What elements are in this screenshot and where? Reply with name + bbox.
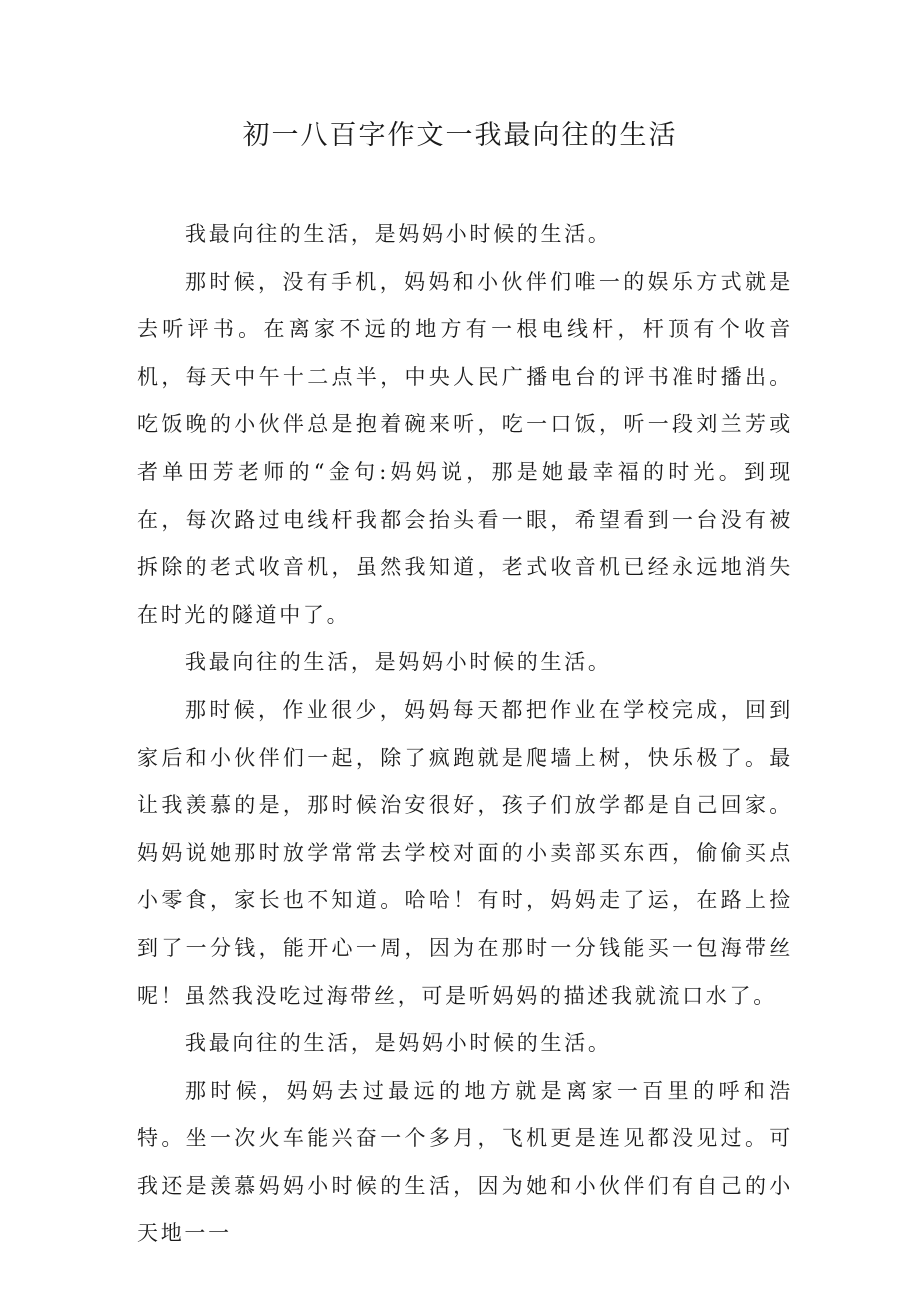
- paragraph-6: 那时候，妈妈去过最远的地方就是离家一百里的呼和浩特。坐一次火车能兴奋一个多月，飞机更是连见都没见过。可我还是羡慕妈妈小时候的生活，因为她和小伙伴们有自己的小天地一一: [137, 1078, 793, 1246]
- paragraph-3: 我最向往的生活，是妈妈小时候的生活。: [185, 650, 612, 675]
- document-body: [137, 211, 793, 1258]
- paragraph-2: 那时候，没有手机，妈妈和小伙伴们唯一的娱乐方式就是去听评书。在离家不远的地方有一根电线杆，杆顶有个收音机，每天中午十二点半，中央人民广播电台的评书准时播出。吃饭晚的小伙伴总是抱着碗来听，吃一口饭，听一段刘兰芳或者单田芳老师的“金句:妈妈说，那是她最幸福的时光。到现在，每次路过电线杆我都会抬头看一眼，希望看到一台没有被拆除的老式收音机，虽然我知道，老式收音机已经永远地消失在时光的隧道中了。: [137, 269, 793, 627]
- paragraph-5: 我最向往的生活，是妈妈小时候的生活。: [185, 1031, 612, 1056]
- paragraph-4: 那时候，作业很少，妈妈每天都把作业在学校完成，回到家后和小伙伴们一起，除了疯跑就是爬墙上树，快乐极了。最让我羡慕的是，那时候治安很好，孩子们放学都是自己回家。妈妈说她那时放学常常去学校对面的小卖部买东西，偷偷买点小零食，家长也不知道。哈哈！有时，妈妈走了运，在路上捡到了一分钱，能开心一周，因为在那时一分钱能买一包海带丝呢！虽然我没吃过海带丝，可是听妈妈的描述我就流口水了。: [137, 697, 793, 1008]
- document-title: 初一八百字作文一我最向往的生活: [242, 120, 678, 151]
- paragraph-1: 我最向往的生活，是妈妈小时候的生活。: [185, 222, 612, 246]
